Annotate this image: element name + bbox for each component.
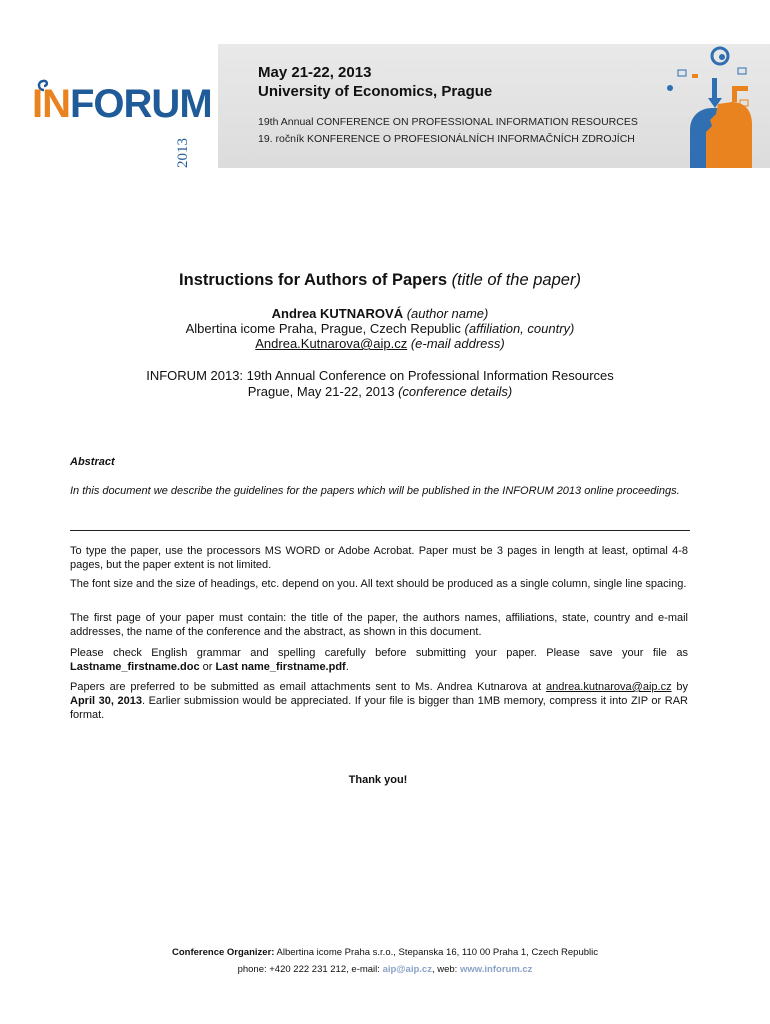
footer-web-link[interactable]: www.inforum.cz (459, 964, 533, 975)
conference-name-en: 19th Annual CONFERENCE ON PROFESSIONAL INFORMATION RESOURCES (258, 116, 638, 128)
banner-info-band (218, 44, 770, 168)
paragraph-font-size: The font size and the size of headings, etc. depend on you. All text should be produced as a single column, single line spacing. (70, 578, 687, 590)
organizer-text: Albertina icome Praha s.r.o., Stepanska 16, 110 00 Praha 1, Czech Republic (274, 947, 598, 958)
logo-main: FORUM (70, 82, 212, 126)
conference-banner (0, 44, 770, 168)
submission-end: . Earlier submission would be appreciated. If your file is bigger than 1MB memory, compress it into ZIP or RAR format. (70, 695, 688, 721)
conference-hint: (conference details) (398, 384, 513, 399)
conference-place: Prague, May 21-22, 2013 (247, 384, 395, 399)
footer-email-link[interactable]: aip@aip.cz (382, 964, 432, 975)
heads-illustration-icon (642, 44, 770, 168)
grammar-end: . (345, 661, 349, 673)
paragraph-first-page: The first page of your paper must contain: the title of the paper, the authors names, affiliations, state, country and e-mail addresses, the name of the conference and the abstract, as shown in this document. (70, 612, 688, 638)
footer-contact (0, 964, 770, 975)
grammar-text: Please check English grammar and spelling carefully before submitting your paper. Please save your file as (70, 647, 688, 659)
conference-venue: University of Economics, Prague (258, 83, 493, 100)
author-hint: (author name) (406, 306, 489, 321)
author-email-link[interactable]: Andrea.Kutnarova@aip.cz (255, 336, 408, 351)
affiliation-text: Albertina icome Praha, Prague, Czech Republic (185, 321, 461, 336)
submission-by: by (671, 681, 688, 693)
author-name: Andrea KUTNAROVÁ (271, 306, 404, 321)
filename-pdf: Last name_firstname.pdf (215, 661, 346, 673)
paragraph-grammar (70, 646, 688, 674)
section-divider (70, 530, 690, 531)
email-line (0, 336, 760, 351)
conference-date: May 21-22, 2013 (258, 64, 372, 81)
paragraph-processors: To type the paper, use the processors MS WORD or Adobe Acrobat. Paper must be 3 pages in length at least, optimal 4-8 pages, but the paper extent is not limited. (70, 545, 688, 571)
conference-name-cz: 19. ročník KONFERENCE O PROFESIONÁLNÍCH INFORMAČNÍCH ZDROJÍCH (258, 133, 635, 145)
paragraph-submission (70, 680, 688, 722)
filename-doc: Lastname_firstname.doc (70, 661, 200, 673)
submission-text: Papers are preferred to be submitted as email attachments sent to Ms. Andrea Kutnarova at (70, 681, 547, 693)
paper-title (0, 271, 760, 290)
affiliation-line (0, 321, 760, 336)
paper-title-hint: (title of the paper) (451, 271, 581, 289)
logo-year: 2013 (175, 138, 191, 168)
conference-line: INFORUM 2013: 19th Annual Conference on Professional Information Resources (146, 368, 614, 383)
footer-organizer (0, 947, 770, 958)
affiliation-hint: (affiliation, country) (464, 321, 575, 336)
web-label: , web: (431, 964, 460, 975)
phone-text: phone: +420 222 231 212, e-mail: (237, 964, 383, 975)
logo-prefix: IN (32, 82, 70, 126)
conference-place-line (0, 384, 760, 399)
author-line (0, 306, 760, 321)
paper-title-text: Instructions for Authors of Papers (179, 271, 448, 289)
email-hint: (e-mail address) (410, 336, 505, 351)
submission-email-link[interactable]: andrea.kutnarova@aip.cz (546, 681, 672, 693)
submission-deadline: April 30, 2013 (70, 695, 142, 707)
thank-you: Thank you! (348, 774, 408, 786)
inforum-logo (0, 44, 218, 168)
organizer-label: Conference Organizer: (172, 947, 275, 958)
abstract-text: In this document we describe the guidelines for the papers which will be published in the INFORUM 2013 online proceedings. (70, 485, 680, 497)
grammar-or: or (199, 661, 216, 673)
abstract-heading: Abstract (70, 456, 115, 468)
